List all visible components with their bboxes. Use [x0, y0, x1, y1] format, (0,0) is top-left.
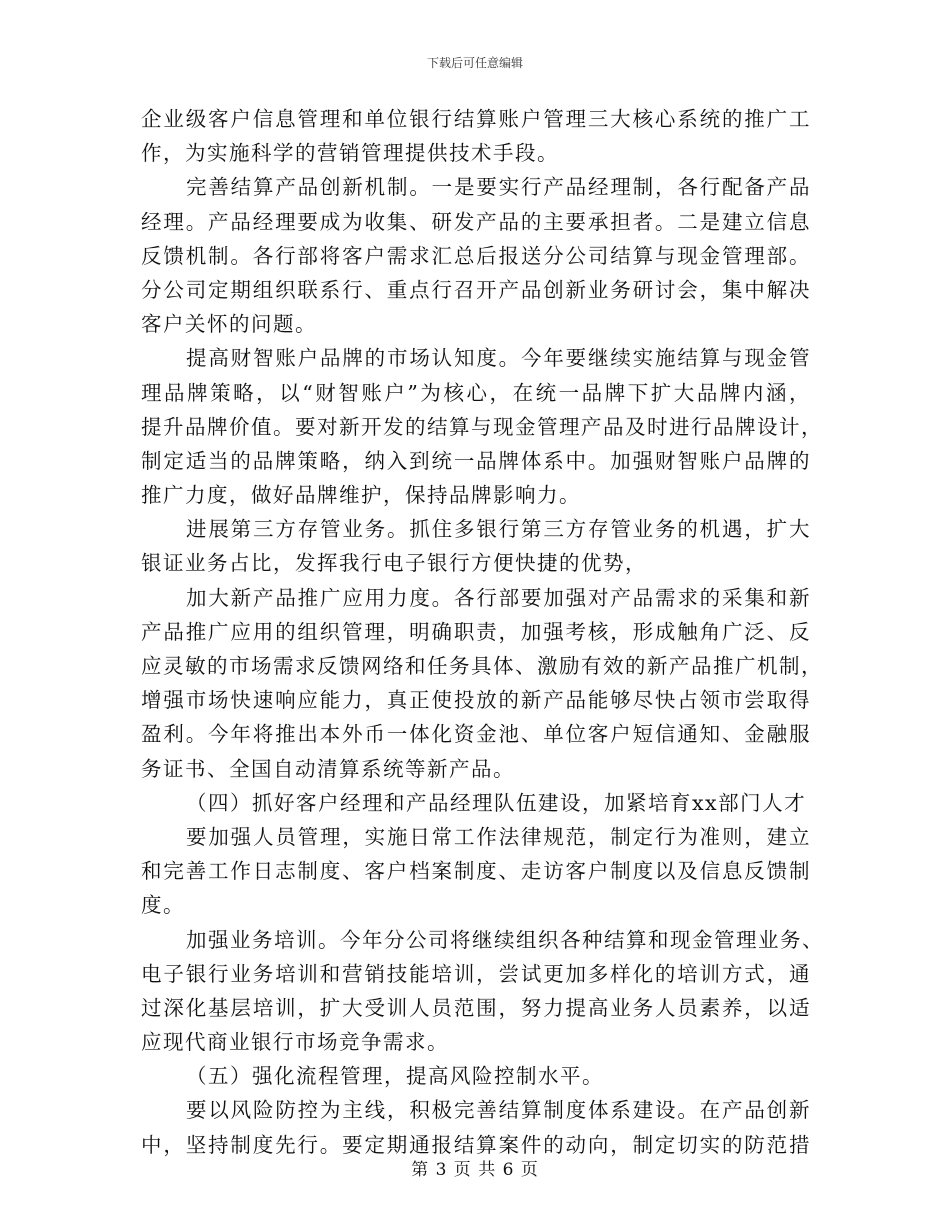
document-body	[141, 102, 824, 1162]
section-heading: （五）强化流程管理，提高风险控制水平。	[186, 1064, 604, 1089]
text-line: 中，坚持制度先行。要定期通报结算案件的动向，制定切实的防范措	[141, 1132, 811, 1157]
text-line: 盈利。今年将推出本外币一体化资金池、单位客户短信通知、金融服	[141, 722, 811, 747]
text-line: 度。	[141, 893, 185, 918]
text-line: 应灵敏的市场需求反馈网络和任务具体、激励有效的新产品推广机制，	[141, 654, 823, 678]
section-heading: （四）抓好客户经理和产品经理队伍建设，加紧培育xx部门人才	[186, 790, 807, 815]
text-line: 分公司定期组织联系行、重点行召开产品创新业务研讨会，集中解决	[141, 277, 811, 302]
text-line: 理品牌策略，以“财智账户”为核心，在统一品牌下扩大品牌内涵，	[141, 380, 811, 405]
text-line: 务证书、全国自动清算系统等新产品。	[141, 756, 515, 781]
text-line: 要加强人员管理，实施日常工作法律规范，制定行为准则，建立	[186, 824, 811, 849]
text-line: 进展第三方存管业务。抓住多银行第三方存管业务的机遇，扩大	[186, 517, 811, 542]
text-line: 加大新产品推广应用力度。各行部要加强对产品需求的采集和新	[186, 585, 811, 610]
text-line: 电子银行业务培训和营销技能培训，尝试更加多样化的培训方式，通	[141, 961, 811, 986]
text-line: 加强业务培训。今年分公司将继续组织各种结算和现金管理业务、	[186, 927, 824, 952]
text-line: 提高财智账户品牌的市场认知度。今年要继续实施结算与现金管	[186, 346, 811, 371]
text-line: 和完善工作日志制度、客户档案制度、走访客户制度以及信息反馈制	[141, 859, 811, 884]
page-header: 下载后可任意编辑	[426, 56, 523, 70]
text-line: 制定适当的品牌策略，纳入到统一品牌体系中。加强财智账户品牌的	[141, 448, 811, 473]
text-line: 经理。产品经理要成为收集、研发产品的主要承担者。二是建立信息	[141, 209, 811, 234]
text-line: 作，为实施科学的营销管理提供技术手段。	[141, 141, 559, 166]
page-footer: 第 3 页 共 6 页	[411, 1160, 539, 1180]
text-line: 提升品牌价值。要对新开发的结算与现金管理产品及时进行品牌设计，	[141, 414, 823, 439]
text-line: 企业级客户信息管理和单位银行结算账户管理三大核心系统的推广工	[141, 107, 811, 131]
text-line: 增强市场快速响应能力，真正使投放的新产品能够尽快占领市尝取得	[141, 688, 811, 713]
text-line: 完善结算产品创新机制。一是要实行产品经理制，各行配备产品	[186, 175, 811, 200]
text-line: 要以风险防控为主线，积极完善结算制度体系建设。在产品创新	[186, 1098, 811, 1123]
text-line: 推广力度，做好品牌维护，保持品牌影响力。	[141, 483, 581, 508]
text-line: 应现代商业银行市场竞争需求。	[141, 1030, 449, 1055]
text-line: 银证业务占比，发挥我行电子银行方便快捷的优势，	[141, 551, 647, 576]
text-line: 客户关怀的问题。	[141, 312, 317, 337]
text-line: 产品推广应用的组织管理，明确职责，加强考核，形成触角广泛、反	[141, 619, 811, 644]
text-line: 过深化基层培训，扩大受训人员范围，努力提高业务人员素养，以适	[141, 995, 811, 1020]
text-line: 反馈机制。各行部将客户需求汇总后报送分公司结算与现金管理部。	[141, 243, 811, 268]
